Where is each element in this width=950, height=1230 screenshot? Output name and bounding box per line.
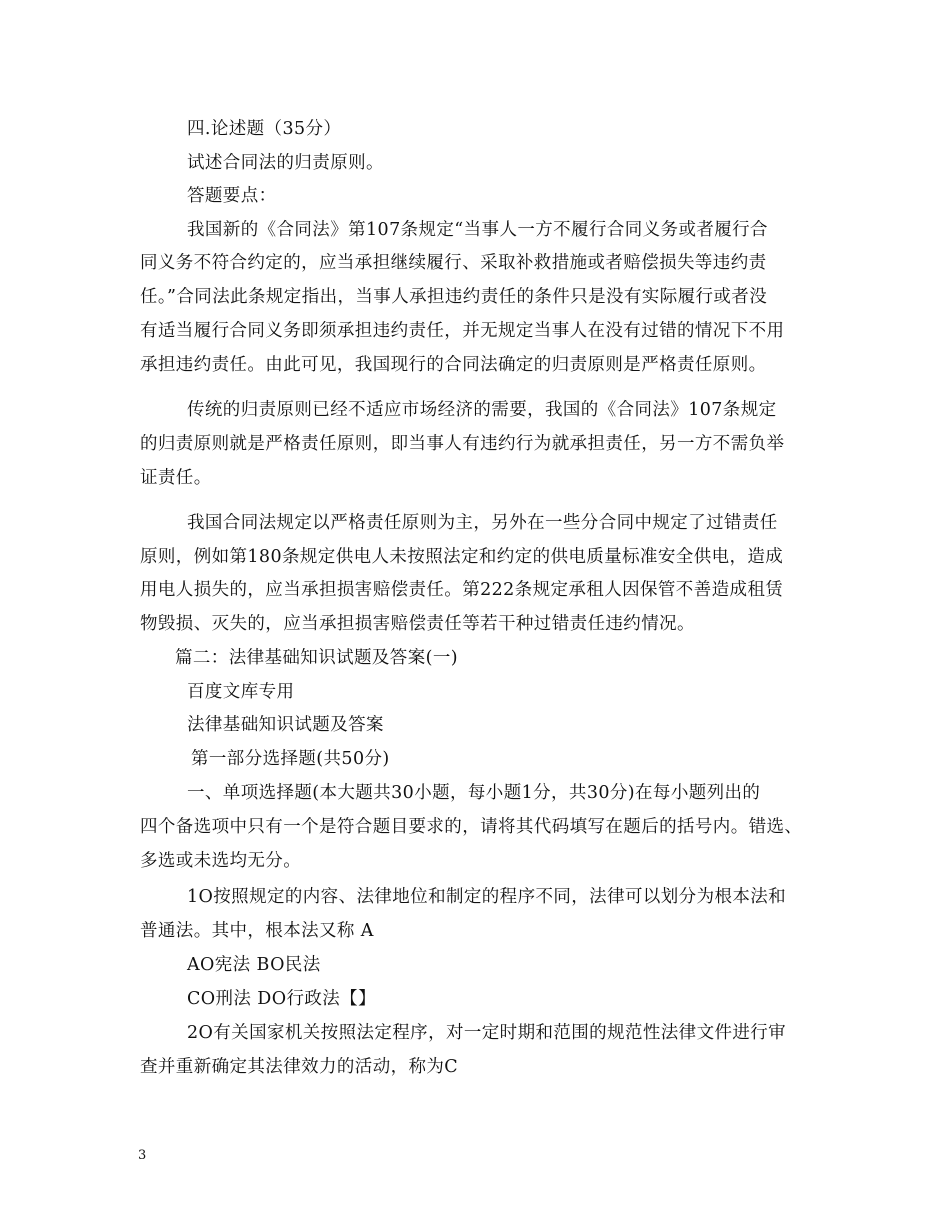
source-label: 百度文库专用 [187,682,295,702]
instruction-line: 一、单项选择题(本大题共30小题，每小题1分，共30分)在每小题列出的 [187,783,761,803]
page-number: 3 [138,1148,147,1163]
paragraph-line: 承担违约责任。由此可见，我国现行的合同法确定的归责原则是严格责任原则。 [140,355,767,375]
paragraph-line: 证责任。 [140,468,212,488]
question-line: 1O按照规定的内容、法律地位和制定的程序不同，法律可以划分为根本法和 [187,887,787,907]
paragraph-line: 用电人损失的，应当承担损害赔偿责任。第222条规定承租人因保管不善造成租赁 [140,580,784,600]
paragraph-line: 我国合同法规定以严格责任原则为主，另外在一些分合同中规定了过错责任 [187,513,778,533]
question-text: 试述合同法的归责原则。 [187,153,384,173]
paragraph-line: 我国新的《合同法》第107条规定“当事人一方不履行合同义务或者履行合 [187,220,768,240]
part-heading: 第一部分选择题(共50分) [191,749,390,769]
section-heading-essay: 四.论述题（35分） [187,119,342,139]
paragraph-line: 同义务不符合约定的，应当承担继续履行、采取补救措施或者赔偿损失等违约责 [140,253,767,273]
paragraph-line: 传统的归责原则已经不适应市场经济的需要，我国的《合同法》107条规定 [187,400,777,420]
instruction-line: 四个备选项中只有一个是符合题目要求的，请将其代码填写在题后的括号内。错选、 [140,817,803,837]
option-line: CO刑法 DO行政法【】 [187,989,376,1009]
paragraph-line: 任。”合同法此条规定指出，当事人承担违约责任的条件只是没有实际履行或者没 [140,287,768,307]
chapter-heading: 篇二：法律基础知识试题及答案(一) [175,648,458,668]
instruction-line: 多选或未选均无分。 [140,851,302,871]
question-line: 普通法。其中，根本法又称 A [140,921,374,941]
question-line: 2O有关国家机关按照法定程序，对一定时期和范围的规范性法律文件进行审 [187,1023,787,1043]
paragraph-line: 物毁损、灭失的，应当承担损害赔偿责任等若干种过错责任违约情况。 [140,614,695,634]
question-line: 查并重新确定其法律效力的活动，称为C [140,1057,459,1077]
option-line: AO宪法 BO民法 [187,955,321,975]
paragraph-line: 有适当履行合同义务即须承担违约责任，并无规定当事人在没有过错的情况下不用 [140,321,785,341]
document-title: 法律基础知识试题及答案 [187,715,384,735]
answer-points-label: 答题要点： [187,186,277,206]
paragraph-line: 的归责原则就是严格责任原则，即当事人有违约行为就承担责任，另一方不需负举 [140,434,785,454]
paragraph-line: 原则，例如第180条规定供电人未按照法定和约定的供电质量标准安全供电，造成 [140,547,784,567]
